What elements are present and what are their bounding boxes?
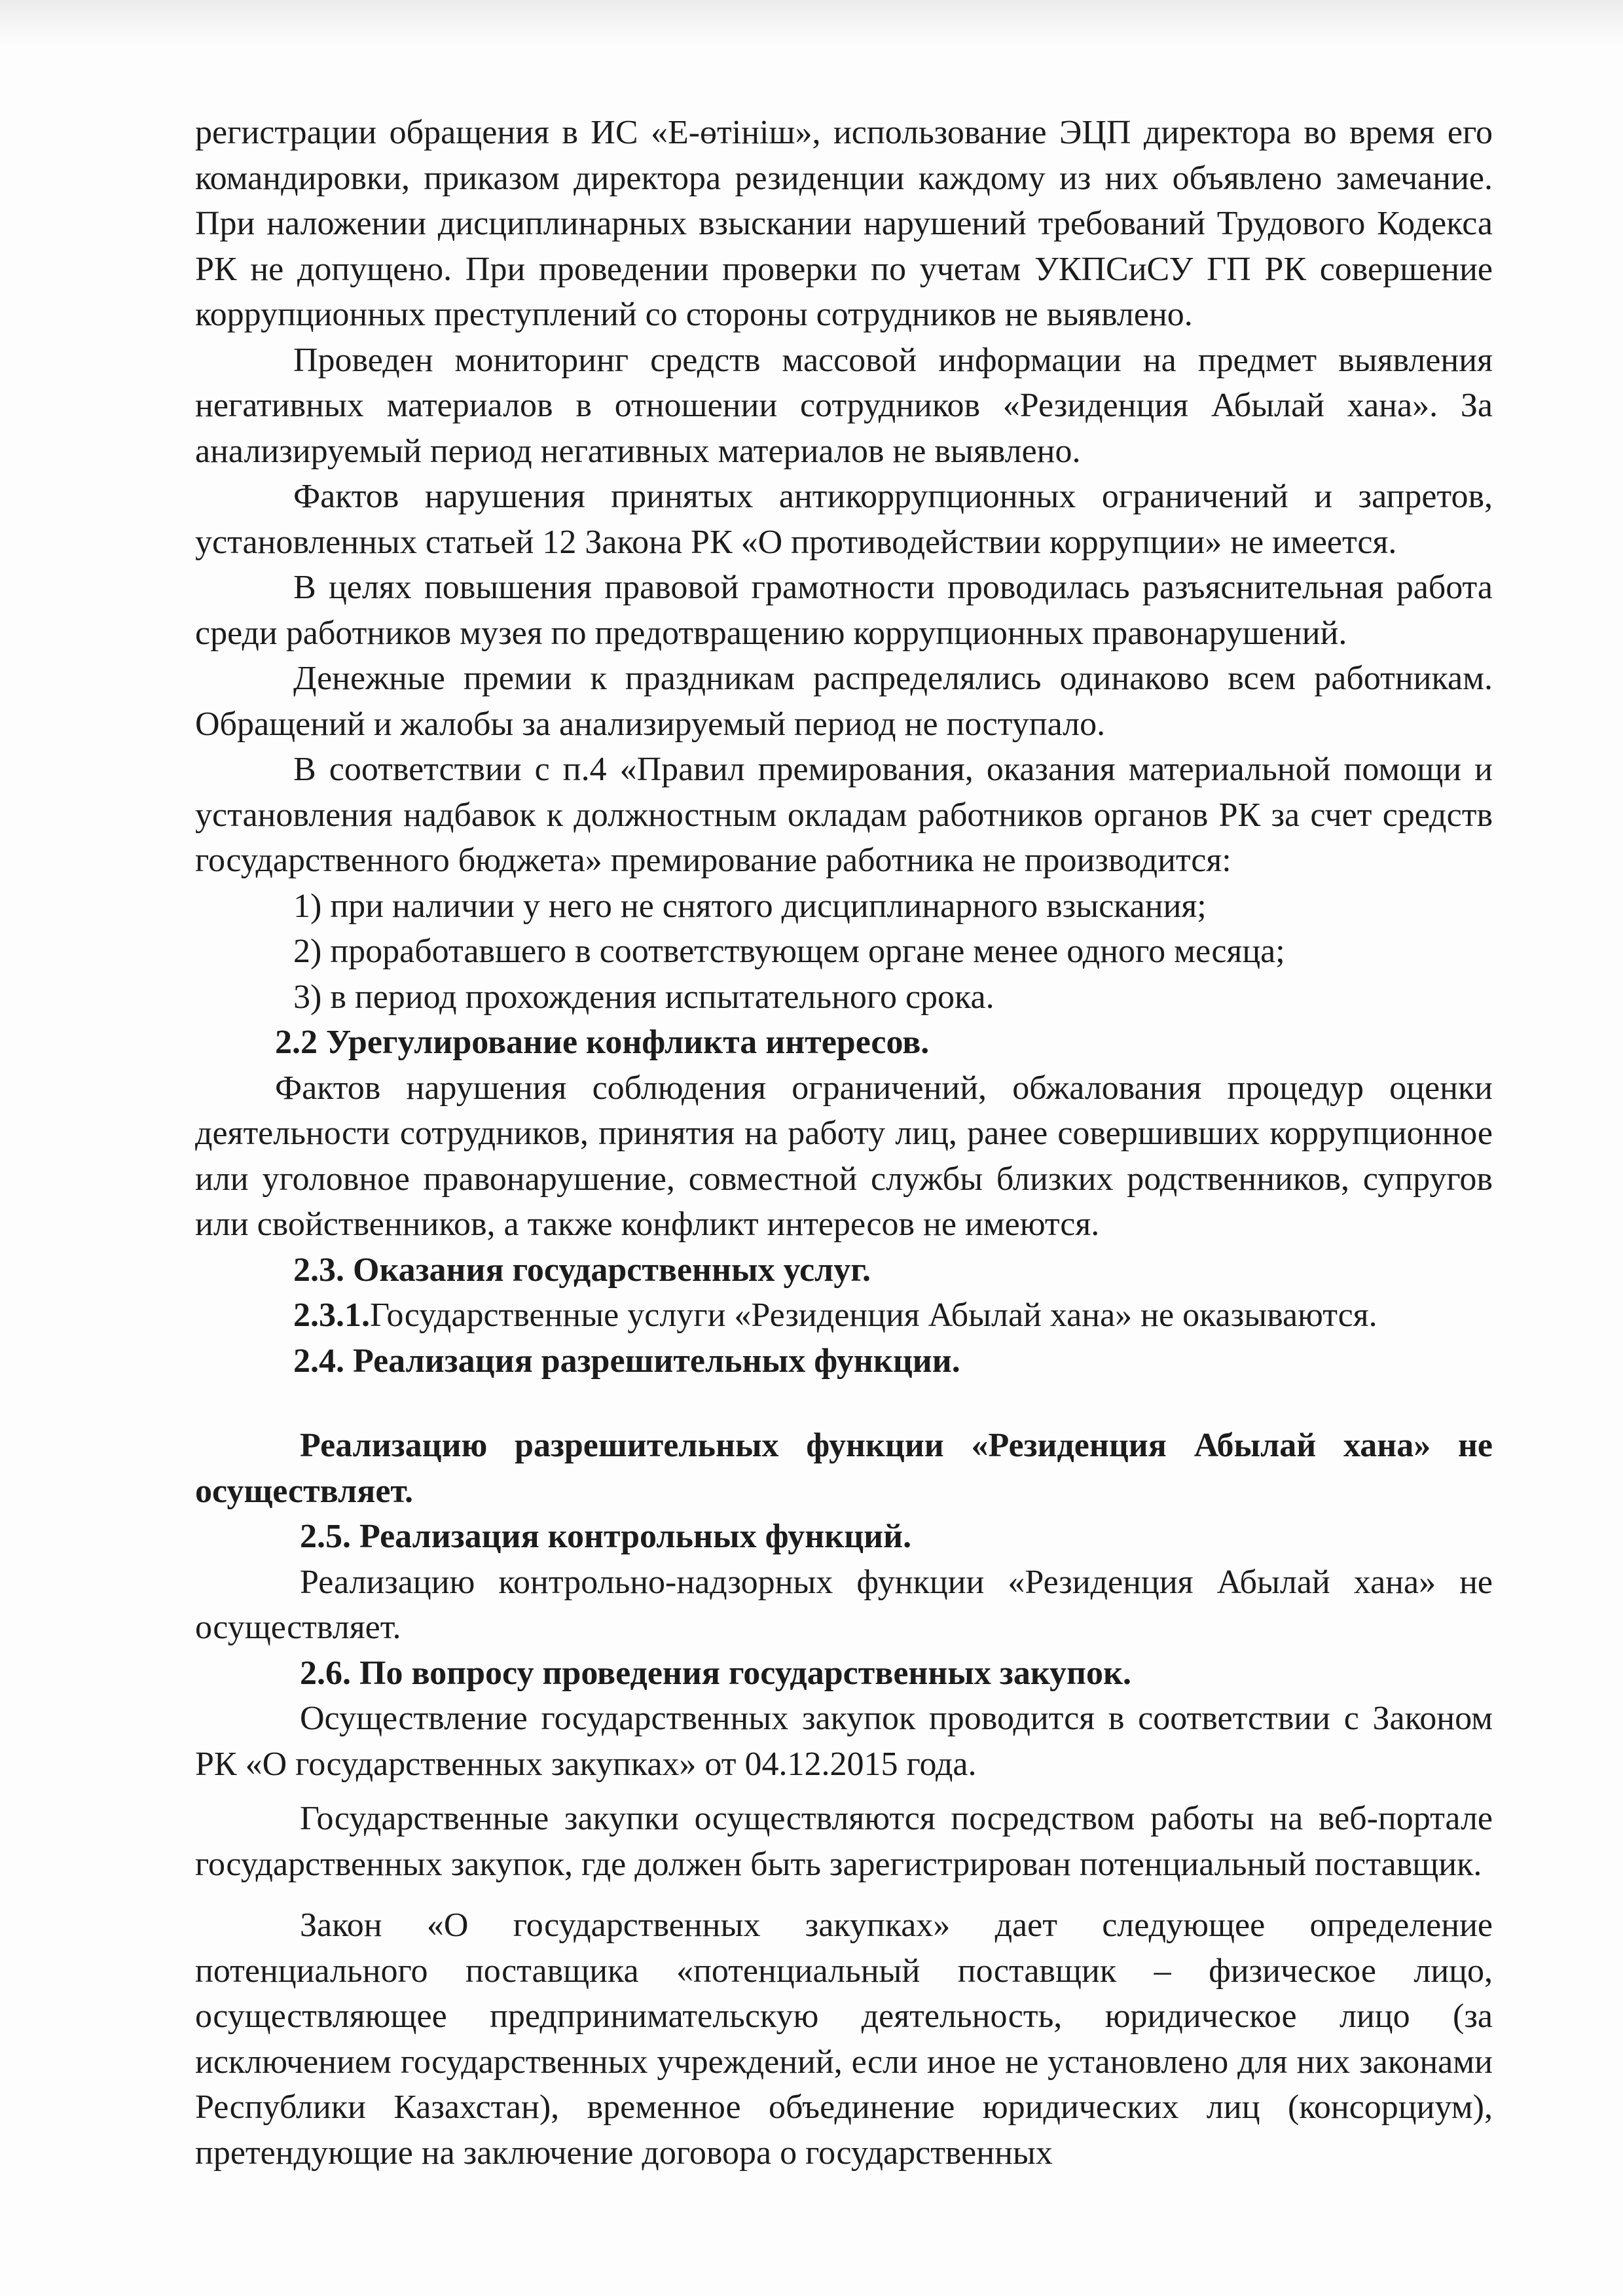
list-item: 2) проработавшего в соответствующем органе менее одного месяца; [293,933,1285,970]
state-services-text: Государственные услуги «Резиденция Абылай хана» не оказываются. [370,1297,1377,1334]
paragraph-media-monitoring: Проведен мониторинг средств массовой информации на предмет выявления негативных материалов в отношении сотрудников «Резиденция Абылай хана». За анализируемый период негативных материалов не выявлено. [195,341,1493,470]
section-heading-2-3: 2.3. Оказания государственных услуг. [293,1251,871,1289]
section-heading-2-5: 2.5. Реализация контрольных функций. [300,1518,912,1555]
paragraph-control-functions: Реализацию контрольно-надзорных функции «Резиденция Абылай хана» не осуществляет. [195,1563,1493,1646]
paragraph-permit-functions: Реализацию разрешительных функции «Резиденция Абылай хана» не осуществляет. [195,1427,1493,1510]
section-heading-2-4: 2.4. Реализация разрешительных функции. [293,1342,960,1380]
section-heading-2-2: 2.2 Урегулирование конфликта интересов. [275,1024,930,1061]
paragraph-rules: В соответствии с п.4 «Правил премирования, оказания материальной помощи и установления надбавок к должностным окладам работников органов РК за счет средств государственного бюджета» премирование работника не производится: [195,751,1493,879]
paragraph-legal-literacy: В целях повышения правовой грамотности проводилась разъяснительная работа среди работников музея по предотвращению коррупционных правонарушений. [195,569,1493,652]
paragraph-supplier-definition: Закон «О государственных закупках» дает следующее определение потенциального поставщика «потенциальный поставщик – физическое лицо, осуществляющее предпринимательскую деятельность, юридическое лицо (за исключением государственных учреждений, если иное не установлено для них законами Республики Казахстан), временное объединение юридических лиц (консорциум), претендующие на заключение договора о государственных [195,1907,1493,2172]
paragraph-procurement-portal: Государственные закупки осуществляются посредством работы на веб-портале государственных закупок, где должен быть зарегистрирован потенциальный поставщик. [195,1800,1493,1883]
scan-shadow [0,0,1623,46]
paragraph-bonuses: Денежные премии к праздникам распределялись одинаково всем работникам. Обращений и жалобы за анализируемый период не поступало. [195,660,1493,743]
list-item: 1) при наличии у него не снятого дисциплинарного взыскания; [293,887,1207,925]
list-item: 3) в период прохождения испытательного срока. [293,978,994,1016]
section-heading-2-6: 2.6. По вопросу проведения государственных закупок. [300,1654,1131,1692]
paragraph-disciplinary: регистрации обращения в ИС «Е-өтініш», использование ЭЦП директора во время его командировки, приказом директора резиденции каждому из них объявлено замечание. При наложении дисциплинарных взыскании нарушений требований Трудового Кодекса РК не допущено. При проведении проверки по учетам УКПСиСУ ГП РК совершение коррупционных преступлений со стороны сотрудников не выявлено. [195,114,1493,333]
subsection-number: 2.3.1. [293,1297,370,1334]
paragraph-state-services [195,1293,1493,1338]
paragraph-conflict-of-interest: Фактов нарушения соблюдения ограничений, обжалования процедур оценки деятельности сотрудников, принятия на работу лиц, ранее совершивших коррупционное или уголовное правонарушение, совместной службы близких родственников, супругов или свойственников, а также конфликт интересов не имеются. [195,1069,1493,1243]
paragraph-restrictions: Фактов нарушения принятых антикоррупционных ограничений и запретов, установленных статьей 12 Закона РК «О противодействии коррупции» не имеется. [195,478,1493,561]
paragraph-procurement-law: Осуществление государственных закупок проводится в соответствии с Законом РК «О государственных закупках» от 04.12.2015 года. [195,1700,1493,1783]
document-body [195,110,1493,2176]
